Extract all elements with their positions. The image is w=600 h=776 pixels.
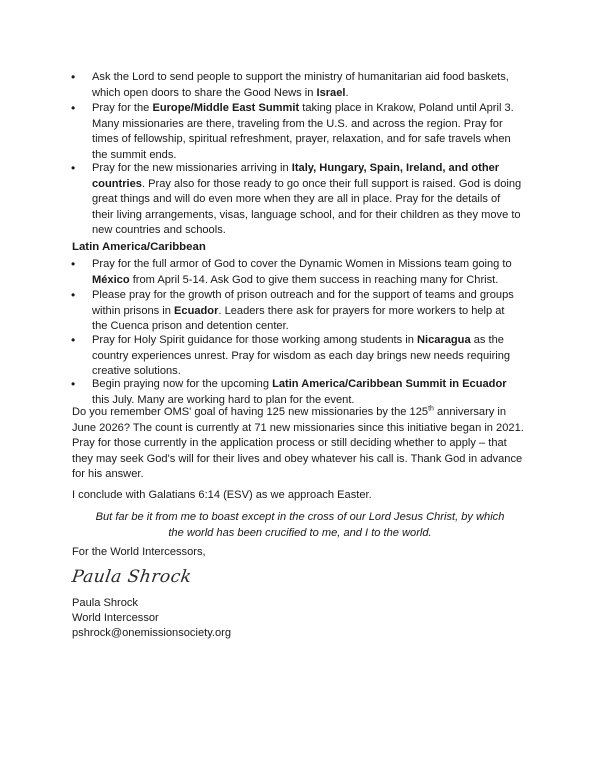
emphasis-summit: Europe/Middle East Summit bbox=[152, 102, 300, 114]
sender-title: World Intercessor bbox=[72, 612, 159, 624]
list-item: • Please pray for the growth of prison outreach and for the support of teams and groups within prisons in Ecuador. Leaders there ask for prayers for more workers to help at the Cuenca prison and detention center. bbox=[92, 288, 522, 335]
list-item: • Pray for the full armor of God to cover the Dynamic Women in Missions team going to México from April 5-14. Ask God to give them success in reaching many for Christ. bbox=[92, 257, 522, 288]
handwritten-signature: Paula Shrock bbox=[70, 567, 193, 587]
list-item: • Pray for the Europe/Middle East Summit taking place in Krakow, Poland until April 3. Many missionaries are there, traveling from the U.S. and across the region. Pray for times of fellowship, spiritual refreshment, prayer, relaxation, and for safe travels when the summit ends. bbox=[92, 101, 522, 163]
sender-email: pshrock@onemissionsociety.org bbox=[72, 627, 232, 639]
closing-line: For the World Intercessors, bbox=[72, 546, 206, 558]
emphasis-country: Nicaragua bbox=[416, 334, 471, 346]
section-heading: Latin America/Caribbean bbox=[72, 241, 206, 253]
conclude-text: I conclude with Galatians 6:14 (ESV) as we approach Easter. bbox=[72, 489, 372, 501]
scripture-quote: But far be it from me to boast except in the cross of our Lord Jesus Christ, by which the world has been crucified to me, and I to the world. bbox=[95, 511, 505, 539]
goal-paragraph: Do you remember OMS' goal of having 125 new missionaries by the 125th anniversary in June 2026? The count is currently at 71 new missionaries since this initiative began in 2021. Pray for those currently in the application process or still deciding whether to apply – that they may seek God's will for their lives and obey whatever his call is. Thank God in advance for his answer. bbox=[72, 405, 524, 481]
sender-name: Paula Shrock bbox=[72, 597, 138, 609]
list-item: • Begin praying now for the upcoming Latin America/Caribbean Summit in Ecuador this July. Many are working hard to plan for the event. bbox=[92, 377, 522, 408]
emphasis-countries: Italy, Hungary, Spain, Ireland, and other countries bbox=[92, 162, 500, 190]
emphasis-summit: Latin America/Caribbean Summit in Ecuador bbox=[272, 378, 507, 390]
emphasis-country: Ecuador bbox=[174, 304, 219, 317]
emphasis-country: México bbox=[92, 273, 130, 286]
list-item: • Pray for Holy Spirit guidance for those working among students in Nicaragua as the country experiences unrest. Pray for wisdom as each day brings new needs requiring creative solutions. bbox=[92, 333, 522, 380]
emphasis-country: Israel bbox=[316, 86, 346, 99]
list-item: • Pray for the new missionaries arriving in Italy, Hungary, Spain, Ireland, and other countries. Pray also for those ready to go once their full support is raised. God is doing great things and will do even more when they are all in place. Pray for the details of their living arrangements, visas, language school, and for their children as they move to new countries and schools. bbox=[92, 161, 522, 239]
list-item: • Ask the Lord to send people to support the ministry of humanitarian aid food baskets, which open doors to share the Good News in Israel. bbox=[92, 70, 522, 101]
